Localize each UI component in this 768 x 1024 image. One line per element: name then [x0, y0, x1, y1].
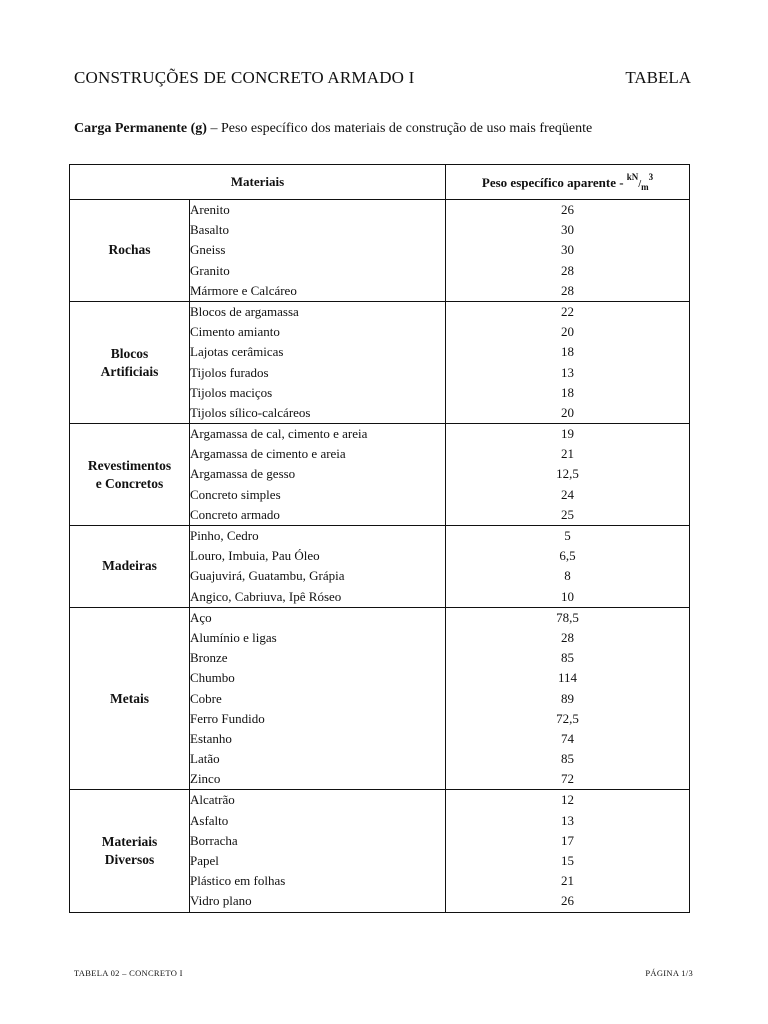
material-name: Estanho: [190, 730, 232, 746]
material-name: Arenito: [190, 202, 230, 217]
specific-weight-value: 30: [561, 222, 574, 238]
material-name: Mármore e Calcáreo: [190, 282, 297, 298]
material-name: Argamassa de gesso: [190, 466, 296, 482]
category-label: Rochas: [108, 242, 151, 258]
specific-weight-value: 12: [561, 792, 574, 808]
material-group-row: [70, 301, 690, 423]
footer-left: TABELA 02 – CONCRETO I: [74, 968, 183, 978]
material-name: Plástico em folhas: [190, 873, 286, 889]
specific-weight-value: 85: [561, 751, 574, 767]
specific-weight-value: 19: [561, 426, 574, 442]
specific-weight-value: 8: [564, 568, 571, 584]
table-caption: [74, 121, 592, 137]
specific-weight-value: 26: [561, 893, 574, 909]
material-name: Cimento amianto: [190, 324, 280, 340]
material-group-row: [70, 790, 690, 912]
weights-cell: [446, 790, 690, 912]
category-cell: [70, 424, 190, 526]
material-name: Gneiss: [190, 242, 226, 258]
category-cell: [70, 790, 190, 912]
material-name: Alcatrão: [190, 792, 235, 808]
weights-cell: [446, 424, 690, 526]
unit-denominator: m: [641, 182, 649, 192]
specific-weight-value: 12,5: [556, 466, 579, 482]
materials-cell: [190, 424, 446, 526]
specific-weight-value: 13: [561, 364, 574, 380]
material-name: Lajotas cerâmicas: [190, 344, 284, 360]
specific-weight-value: 28: [561, 262, 574, 278]
specific-weight-value: 30: [561, 242, 574, 258]
specific-weight-value: 13: [561, 812, 574, 828]
category-label: Madeiras: [102, 558, 157, 574]
unit-label: [626, 172, 654, 192]
material-name: Bronze: [190, 650, 228, 666]
unit-numerator: kN: [626, 172, 639, 182]
specific-weight-value: 20: [561, 404, 574, 420]
specific-weight-value: 15: [561, 853, 574, 868]
specific-weight-value: 18: [561, 384, 574, 400]
materials-cell: [190, 200, 446, 302]
unit-slash: /: [638, 179, 642, 190]
material-name: Guajuvirá, Guatambu, Grápia: [190, 568, 345, 584]
material-name: Latão: [190, 751, 220, 767]
material-name: Angico, Cabriuva, Ipê Róseo: [190, 588, 342, 604]
materials-cell: [190, 301, 446, 423]
material-name: Blocos de argamassa: [190, 303, 299, 319]
specific-weight-value: 78,5: [556, 609, 579, 625]
material-group-row: [70, 200, 690, 302]
category-cell: [70, 200, 190, 302]
material-name: Granito: [190, 262, 230, 278]
specific-weight-value: 21: [561, 873, 574, 889]
category-cell: [70, 526, 190, 608]
material-name: Concreto armado: [190, 506, 280, 522]
table-body: [70, 200, 690, 913]
category-label: e Concretos: [95, 475, 164, 491]
material-name: Asfalto: [190, 812, 229, 828]
category-label: Diversos: [104, 852, 155, 867]
category-cell: [70, 607, 190, 790]
specific-weight-value: 28: [561, 629, 574, 645]
specific-weight-value: 21: [561, 446, 574, 462]
caption-bold: Carga Permanente (g): [74, 121, 207, 136]
weights-cell: [446, 200, 690, 302]
specific-weight-value: 72,5: [556, 710, 579, 726]
category-label: Artificiais: [100, 363, 159, 379]
category-label: Materiais: [101, 834, 158, 849]
material-name: Tijolos maciços: [190, 384, 273, 400]
caption-dash: –: [206, 121, 221, 136]
material-name: Alumínio e ligas: [190, 629, 277, 645]
category-label: Blocos: [110, 345, 149, 361]
material-name: Zinco: [190, 771, 221, 787]
weights-cell: [446, 526, 690, 608]
material-group-row: [70, 424, 690, 526]
material-name: Aço: [190, 609, 212, 625]
specific-weight-value: 74: [561, 730, 574, 746]
material-name: Vidro plano: [190, 893, 252, 909]
material-name: Cobre: [190, 690, 222, 706]
table-header-row: [70, 165, 690, 200]
material-name: Borracha: [190, 832, 238, 848]
specific-weight-value: 114: [557, 670, 578, 686]
specific-weight-value: 26: [561, 202, 574, 217]
material-name: Argamassa de cal, cimento e areia: [190, 426, 368, 442]
materials-cell: [190, 607, 446, 790]
materials-table: [69, 164, 690, 913]
specific-weight-value: 25: [561, 506, 574, 522]
category-cell: [70, 301, 190, 423]
material-group-row: [70, 526, 690, 608]
materials-cell: [190, 526, 446, 608]
specific-weight-value: 89: [561, 690, 574, 706]
material-name: Concreto simples: [190, 486, 281, 502]
specific-weight-value: 22: [561, 303, 574, 319]
specific-weight-value: 20: [561, 324, 574, 340]
header-specific-weight: [446, 165, 690, 200]
materials-cell: [190, 790, 446, 912]
specific-weight-value: 24: [561, 486, 574, 502]
specific-weight-value: 10: [561, 588, 574, 604]
material-name: Tijolos sílico-calcáreos: [190, 404, 311, 420]
specific-weight-value: 17: [561, 832, 574, 848]
specific-weight-value: 5: [564, 528, 571, 543]
specific-weight-value: 72: [561, 771, 574, 787]
material-name: Chumbo: [190, 670, 235, 686]
material-group-row: [70, 607, 690, 790]
document-type-label: TABELA: [625, 68, 691, 87]
category-label: Revestimentos: [87, 457, 172, 473]
weights-cell: [446, 607, 690, 790]
header-weight-label: Peso específico aparente -: [481, 175, 627, 190]
material-name: Basalto: [190, 222, 229, 238]
specific-weight-value: 85: [561, 650, 574, 666]
specific-weight-value: 18: [561, 344, 574, 360]
material-name: Tijolos furados: [190, 364, 269, 380]
document-title: CONSTRUÇÕES DE CONCRETO ARMADO I: [74, 68, 415, 87]
material-name: Louro, Imbuia, Pau Óleo: [190, 548, 320, 564]
material-name: Argamassa de cimento e areia: [190, 446, 346, 462]
caption-text: Peso específico dos materiais de construção de uso mais freqüente: [220, 121, 593, 136]
footer-page-number: PÁGINA 1/3: [645, 968, 693, 978]
material-name: Pinho, Cedro: [190, 528, 259, 543]
specific-weight-value: 6,5: [559, 548, 576, 564]
specific-weight-value: 28: [561, 282, 574, 298]
material-name: Papel: [190, 853, 219, 868]
material-name: Ferro Fundido: [190, 710, 265, 726]
category-label: Metais: [110, 690, 149, 706]
header-materials: Materiais: [70, 165, 446, 200]
weights-cell: [446, 301, 690, 423]
unit-exponent: 3: [648, 172, 654, 182]
